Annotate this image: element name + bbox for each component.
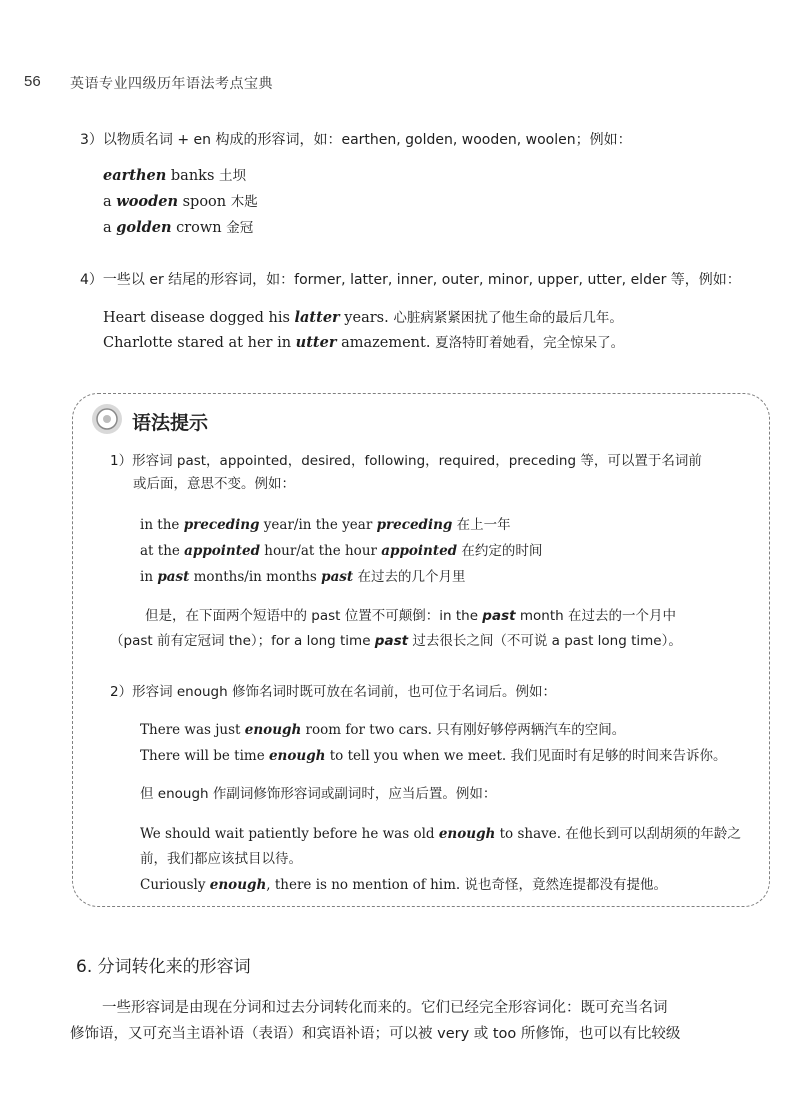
item3-heading: 3）以物质名词 + en 构成的形容词，如：earthen, golden, wooden, woolen；例如： — [80, 132, 632, 148]
example-wooden: a wooden spoon 木匙 — [103, 193, 258, 210]
tip-example-time-enough: There will be time enough to tell you when we meet. 我们见面时有足够的时间来告诉你。 — [140, 748, 727, 764]
tip-example-curiously: Curiously enough, there is no mention of him. 说也奇怪，竟然连提都没有提他。 — [140, 877, 667, 893]
example-latter: Heart disease dogged his latter years. 心脏病紧紧困扰了他生命的最后几年。 — [103, 309, 623, 326]
section-6-para-line1: 一些形容词是由现在分词和过去分词转化而来的。它们已经完全形容词化：既可充当名词 — [102, 1000, 668, 1016]
page-number: 56 — [24, 73, 41, 90]
tip-example-enough-room: There was just enough room for two cars. 只有刚好够停两辆汽车的空间。 — [140, 722, 626, 738]
tip-note-past: 但是，在下面两个短语中的 past 位置不可颠倒：in the past month 在过去的一个月中 — [145, 608, 676, 624]
tip-example-appointed: at the appointed hour/at the hour appointed 在约定的时间 — [140, 543, 543, 559]
example-utter: Charlotte stared at her in utter amazement. 夏洛特盯着她看，完全惊呆了。 — [103, 334, 625, 351]
section-6-title: 6. 分词转化来的形容词 — [76, 957, 251, 977]
tip-bulb-icon — [90, 402, 124, 436]
tip-example-preceding: in the preceding year/in the year preceding 在上一年 — [140, 517, 511, 533]
example-earthen: earthen banks 土坝 — [103, 167, 246, 184]
tip-point-2: 2）形容词 enough 修饰名词时既可放在名词前，也可位于名词后。例如： — [110, 684, 556, 700]
tip-title: 语法提示 — [132, 412, 209, 434]
book-title: 英语专业四级历年语法考点宝典 — [70, 76, 273, 92]
item4-heading: 4）一些以 er 结尾的形容词，如：former, latter, inner, outer, minor, upper, utter, elder 等，例如： — [80, 272, 741, 288]
section-6-para-line2: 修饰语，又可充当主语补语（表语）和宾语补语；可以被 very 或 too 所修饰，也可以有比较级 — [70, 1026, 681, 1042]
tip-note-past-cont: （past 前有定冠词 the）；for a long time past 过去很长之间（不可说 a past long time）。 — [110, 633, 682, 649]
example-golden: a golden crown 金冠 — [103, 219, 254, 236]
tip-point-1: 1）形容词 past，appointed，desired，following，required，preceding 等，可以置于名词前 — [110, 453, 702, 469]
tip-example-past: in past months/in months past 在过去的几个月里 — [140, 569, 466, 585]
tip-example-old-enough-cont: 前，我们都应该拭目以待。 — [140, 851, 302, 867]
tip-note-enough: 但 enough 作副词修饰形容词或副词时，应当后置。例如： — [140, 786, 497, 802]
tip-point-1-cont: 或后面，意思不变。例如： — [133, 476, 295, 492]
tip-example-old-enough: We should wait patiently before he was old enough to shave. 在他长到可以刮胡须的年龄之 — [140, 826, 741, 842]
